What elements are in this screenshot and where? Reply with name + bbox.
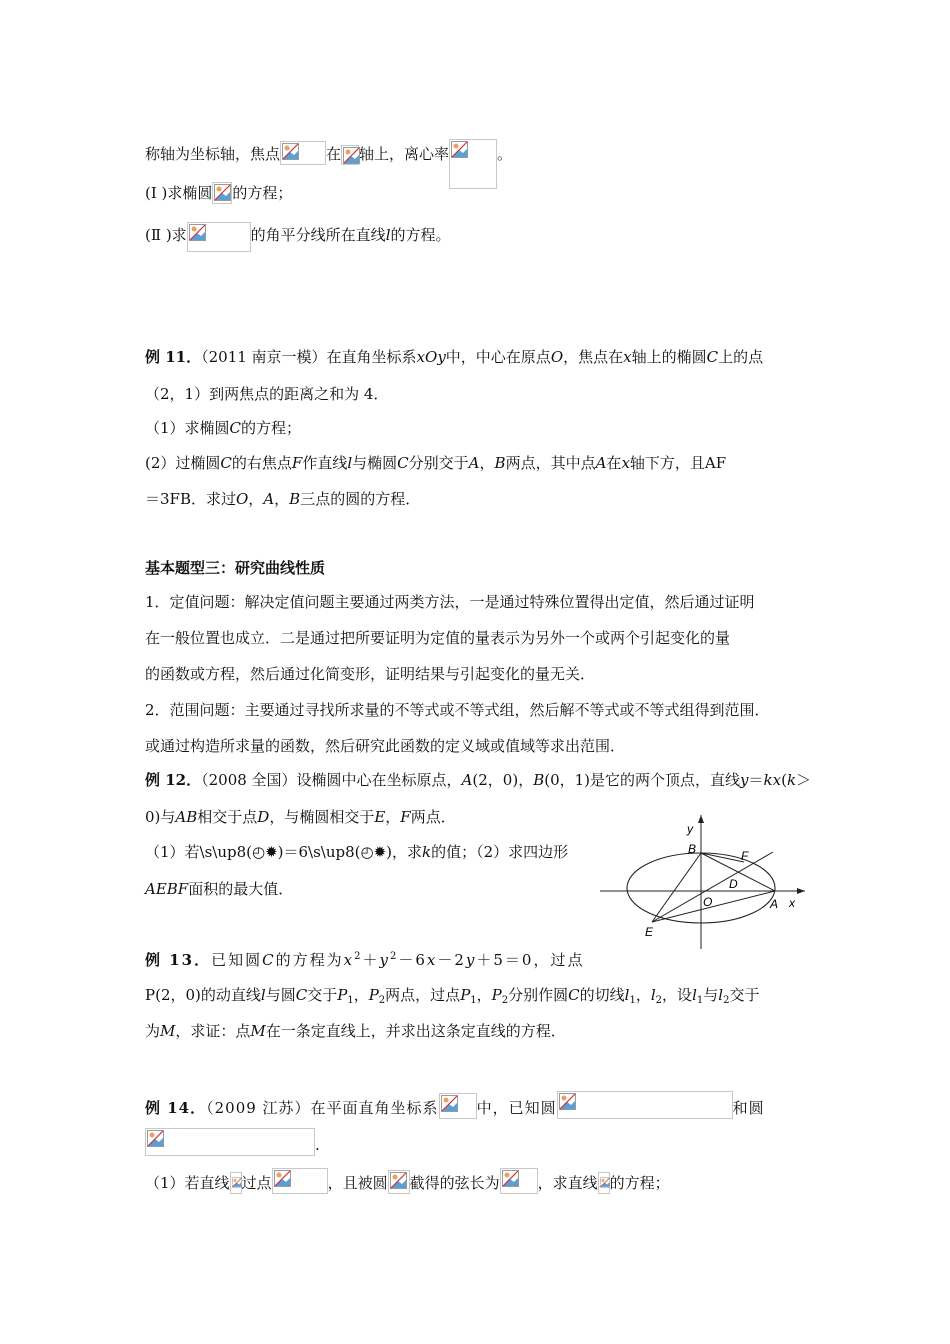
text: 称轴为坐标轴，焦点 (145, 145, 281, 163)
text: 在 (326, 145, 342, 163)
text: l (385, 226, 391, 244)
ex13-line-1 (145, 947, 584, 970)
ex11-line-2 (145, 384, 388, 404)
text: ＝3FB．求过 (145, 490, 236, 508)
broken-image-icon (390, 1172, 407, 1189)
text: (2，0)， (472, 771, 534, 789)
text: AB (175, 808, 198, 826)
text: 的切线 (579, 986, 625, 1004)
text: 交于 (729, 986, 760, 1004)
broken-image-icon (232, 1174, 242, 1191)
text: P (368, 986, 379, 1004)
text: C (397, 454, 409, 472)
text: （1）若直线 (145, 1174, 230, 1192)
text: (Ⅱ )求 (145, 226, 187, 244)
text: 分别交于 (408, 454, 469, 472)
label-a: A (770, 897, 779, 911)
text: M (250, 1022, 266, 1040)
label-e: E (645, 925, 654, 939)
broken-image-icon (600, 1174, 610, 1191)
broken-image-icon (441, 1095, 458, 1112)
text: P (337, 986, 348, 1004)
text: F (291, 454, 303, 472)
text: l (718, 986, 724, 1004)
text: 和圆 (732, 1099, 765, 1117)
text: 在 (606, 454, 622, 472)
broken-image-icon (449, 139, 497, 189)
label-b: B (688, 842, 697, 856)
text: ， (353, 986, 369, 1004)
text: 2 (378, 995, 386, 1006)
text: k (786, 771, 797, 789)
text: ＋5＝0，过点 (476, 951, 585, 969)
text: 的右焦点 (231, 454, 292, 472)
text: ， (274, 490, 290, 508)
text: y (465, 951, 477, 969)
broken-image-icon (145, 1128, 315, 1156)
text: C (229, 419, 242, 437)
sec3-p2-line-2: 或通过构造所求量的函数，然后研究此函数的定义域或值域等求出范围． (145, 737, 626, 755)
text: 的方程； (609, 1174, 670, 1192)
text: C (220, 454, 232, 472)
broken-image-icon (439, 1093, 477, 1119)
text: ， (248, 490, 264, 508)
text: 为 (145, 1022, 161, 1040)
broken-image-icon (147, 1130, 164, 1147)
broken-image-icon (559, 1093, 576, 1110)
text: 与椭圆 (352, 454, 398, 472)
broken-image-icon (187, 222, 251, 252)
text: l (650, 986, 656, 1004)
text: （1）若\s\up8(◴✹)＝6\s\up8(◴✹)，求 (145, 843, 423, 861)
text: ， (635, 986, 651, 1004)
text: l (347, 454, 353, 472)
text: 1 (696, 995, 704, 1006)
text: x (426, 951, 438, 969)
text: l (624, 986, 630, 1004)
text: 中，中心在原点 (445, 348, 551, 366)
text: ，求证：点 (175, 1022, 251, 1040)
text: A (263, 490, 275, 508)
text: B (494, 454, 506, 472)
ex11-line-5 (145, 489, 420, 509)
text: ，与椭圆相交于 (269, 808, 375, 826)
text: 已知圆 (211, 951, 263, 969)
text: (Ⅰ )求椭圆 (145, 184, 213, 202)
broken-image-icon (274, 1170, 291, 1187)
text: 面积的最大值． (188, 880, 294, 898)
text: A (461, 771, 473, 789)
text: 2 (501, 995, 509, 1006)
text: P (460, 986, 471, 1004)
text: (2）过椭圆 (145, 454, 221, 472)
text: 上的点 (718, 348, 764, 366)
text: 两点． (410, 808, 456, 826)
text: ＞ (796, 771, 812, 789)
text: C (568, 986, 580, 1004)
broken-image-icon (502, 1170, 519, 1187)
text: （2，1）到两焦点的距离之和为 4． (145, 385, 389, 403)
text: (0，1)是它的两个顶点，直线 (544, 771, 741, 789)
example-label: 例 13． (145, 951, 212, 969)
text: P(2，0)的动直线 (145, 986, 261, 1004)
ex13-line-2 (145, 985, 759, 1011)
text: O (235, 490, 249, 508)
text: P (491, 986, 502, 1004)
text: xOy (416, 348, 446, 366)
text: 与圆 (265, 986, 296, 1004)
text: ，焦点在 (563, 348, 624, 366)
text: A (595, 454, 607, 472)
label-x: x (789, 896, 795, 910)
text: ， (476, 986, 492, 1004)
text: 三点的圆的方程． (300, 490, 421, 508)
text: 交于 (307, 986, 338, 1004)
text: ( (781, 771, 787, 789)
text: 2 (389, 951, 399, 962)
text: （2009 江苏）在平面直角坐标系 (206, 1099, 439, 1117)
ex14-line-1 (145, 1091, 765, 1119)
ex12-line-2 (145, 807, 456, 827)
intro-part-2 (145, 222, 451, 252)
broken-image-icon (451, 141, 468, 158)
text: －6 (398, 951, 427, 969)
ex12-line-4 (145, 879, 293, 899)
broken-image-icon (214, 184, 231, 201)
text: A (468, 454, 480, 472)
x-axis-arrow (797, 888, 805, 894)
text: 的方程为 (275, 951, 344, 969)
sec3-p1-line-1: 1．定值问题：解决定值问题主要通过两类方法，一是通过特殊位置得出定值，然后通过证明 (145, 593, 755, 611)
example-label: 例 14． (145, 1099, 207, 1117)
text: 。 (497, 145, 513, 163)
text: F (400, 808, 411, 826)
text: 的方程； (241, 419, 302, 437)
text: 的方程； (232, 184, 293, 202)
label-y: y (687, 822, 693, 836)
broken-image-icon (272, 1168, 328, 1194)
text: ， (385, 808, 401, 826)
text: 2 (655, 995, 663, 1006)
text: x (623, 348, 632, 366)
text: （2008 全国）设椭圆中心在坐标原点， (201, 771, 462, 789)
text: ，设 (662, 986, 693, 1004)
example-label: 例 12． (145, 771, 202, 789)
text: 轴上的椭圆 (631, 348, 707, 366)
sec3-p1-line-3: 的函数或方程，然后通过化简变形，证明结果与引起变化的量无关． (145, 665, 596, 683)
text: ＋ (362, 951, 380, 969)
text: C (706, 348, 719, 366)
text: AEBF (145, 880, 189, 898)
ex14-question-1 (145, 1168, 670, 1194)
text: （1）求椭圆 (145, 419, 230, 437)
text: M (160, 1022, 176, 1040)
ex14-line-2 (145, 1128, 320, 1156)
text: 轴上，离心率 (359, 145, 450, 163)
intro-part-1 (145, 182, 292, 204)
label-f: F (741, 849, 749, 863)
label-d: D (729, 877, 738, 891)
text: 1 (470, 995, 477, 1006)
text: 2 (723, 995, 730, 1006)
text: C (262, 951, 276, 969)
text: B (289, 490, 301, 508)
broken-image-icon (598, 1172, 610, 1194)
broken-image-icon (212, 182, 232, 204)
text: 与 (703, 986, 719, 1004)
ex12-line-1 (145, 770, 811, 790)
text: （2011 南京一模）在直角坐标系 (201, 348, 417, 366)
text: 过点 (241, 1174, 272, 1192)
y-axis-arrow (698, 815, 704, 823)
broken-image-icon (189, 224, 206, 241)
ex11-question-2 (145, 453, 726, 473)
text: ，且被圆 (327, 1174, 388, 1192)
text: kx (763, 771, 782, 789)
text: C (295, 986, 308, 1004)
sec3-p2-line-1: 2．范围问题：主要通过寻找所求量的不等式或不等式组，然后解不等式或不等式组得到范围． (145, 701, 770, 719)
text: B (533, 771, 545, 789)
broken-image-icon (343, 147, 360, 164)
text: 在一条定直线上，并求出这条定直线的方程． (265, 1022, 566, 1040)
text: 相交于点 (197, 808, 258, 826)
ex11-line-1 (145, 347, 763, 367)
text: 的值；（2）求四边形 (431, 843, 569, 861)
text: 两点，过点 (385, 986, 461, 1004)
text: 的方程。 (390, 226, 451, 244)
text: l (260, 986, 266, 1004)
text: y (379, 951, 390, 969)
broken-image-icon (230, 1172, 242, 1194)
broken-image-icon (388, 1170, 410, 1194)
text: －2 (437, 951, 466, 969)
broken-image-icon (500, 1168, 538, 1194)
text: l (692, 986, 697, 1004)
text: 分别作圆 (508, 986, 569, 1004)
broken-image-icon (557, 1091, 733, 1119)
ellipse-diagram (600, 815, 815, 950)
text: 1 (629, 995, 636, 1006)
text: x (621, 454, 630, 472)
text: k (422, 843, 432, 861)
text: E (374, 808, 386, 826)
text: 截得的弦长为 (409, 1174, 500, 1192)
text: O (550, 348, 564, 366)
text: 中，已知圆 (476, 1099, 557, 1117)
ex12-line-3 (145, 842, 568, 862)
example-label: 例 11． (145, 348, 202, 366)
ex13-line-3 (145, 1021, 566, 1041)
text: x (343, 951, 355, 969)
ex11-question-1 (145, 418, 301, 438)
broken-image-icon (282, 143, 299, 160)
sec3-p1-line-2: 在一般位置也成立．二是通过把所要证明为定值的量表示为另外一个或两个引起变化的量 (145, 629, 731, 647)
text: 1 (347, 995, 354, 1006)
text: 两点，其中点 (505, 454, 596, 472)
text: 轴下方，且AF (629, 454, 727, 472)
text: 的角平分线所在直线 (250, 226, 386, 244)
section-heading: 基本题型三：研究曲线性质 (145, 559, 326, 577)
text: D (257, 808, 270, 826)
text: y (740, 771, 749, 789)
label-o: O (703, 895, 713, 909)
text: ，求直线 (537, 1174, 598, 1192)
text: . (315, 1136, 320, 1154)
text: ， (479, 454, 495, 472)
text: 2 (354, 951, 363, 962)
text: 0)与 (145, 808, 176, 826)
broken-image-icon (280, 141, 326, 165)
broken-image-icon (341, 145, 359, 165)
text: 作直线 (302, 454, 348, 472)
text: ＝ (748, 771, 764, 789)
